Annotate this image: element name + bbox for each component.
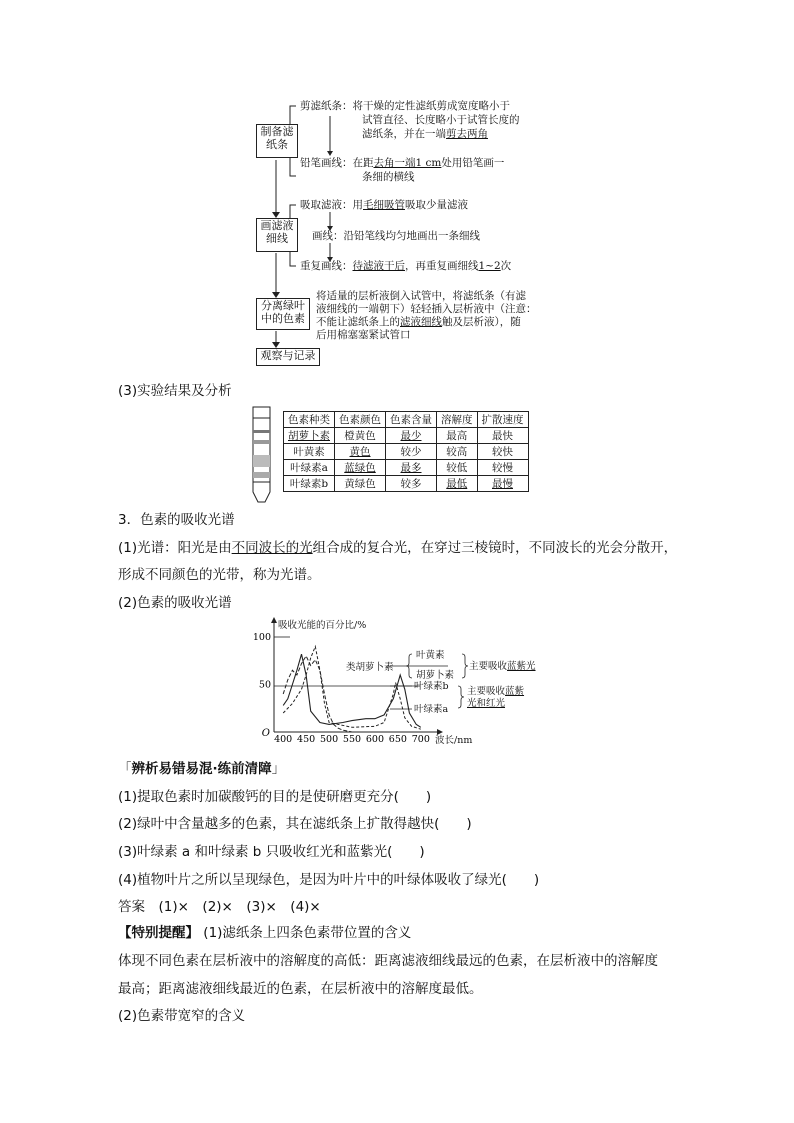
step-cut-line3: 滤纸条，并在一端剪去两角 [362, 128, 488, 140]
quiz-title: 「辨析易错易混·练前清障」 [118, 761, 286, 777]
tip-paragraph-line2: 最高；距离滤液细线最近的色素，在层析液中的溶解度最低。 [118, 981, 483, 997]
x-tick-label: 700 [411, 734, 430, 745]
step-separate-line1: 将适量的层析液倒入试管中，将滤纸条（有滤 [316, 290, 526, 302]
label-xanthophyll: 叶黄素 [416, 650, 445, 661]
step-pencil-line1: 铅笔画线：在距去角一端1 cm处用铅笔画一 [300, 157, 505, 169]
section-spectrum-heading: 3．色素的吸收光谱 [118, 512, 235, 528]
x-tick-label: 650 [388, 734, 407, 745]
y-tick-label: O [261, 728, 270, 739]
quiz-item-2: (2)绿叶中含量越多的色素，其在滤纸条上扩散得越快( ) [118, 816, 472, 832]
table-cell: 较高 [437, 444, 478, 460]
table-cell: 胡萝卜素 [284, 428, 335, 444]
label-chla: 叶绿素a [414, 704, 449, 715]
step-repeat: 重复画线：待滤液干后，再重复画细线1~2次 [300, 260, 512, 272]
table-header: 溶解度 [437, 412, 478, 428]
table-cell: 较低 [437, 460, 478, 476]
table-cell: 较多 [386, 476, 437, 492]
absorption-chart-svg [240, 614, 560, 749]
note2-brace [458, 686, 464, 708]
step-draw: 画线：沿铅笔线均匀地画出一条细线 [312, 230, 480, 242]
quiz-item-3: (3)叶绿素 a 和叶绿素 b 只吸收红光和蓝紫光( ) [118, 844, 425, 860]
absorption-chart [240, 614, 560, 749]
step-pencil-line2: 条细的横线 [362, 171, 415, 183]
x-tick-label: 450 [297, 734, 316, 745]
quiz-answer: 答案 (1)× (2)× (3)× (4)× [118, 899, 321, 915]
table-cell: 黄绿色 [335, 476, 386, 492]
note1-brace [462, 654, 468, 678]
table-header: 色素含量 [386, 412, 437, 428]
x-axis-label: 波长/nm [435, 735, 473, 746]
tip-heading-2: (2)色素带宽窄的含义 [118, 1008, 246, 1024]
spectrum-para-line2: 形成不同颜色的光带，称为光谱。 [118, 567, 321, 583]
table-cell: 橙黄色 [335, 428, 386, 444]
section-results-heading: (3)实验结果及分析 [118, 383, 232, 399]
table-cell: 黄色 [335, 444, 386, 460]
table-cell: 最多 [386, 460, 437, 476]
x-tick-label: 550 [342, 734, 362, 745]
quiz-item-4: (4)植物叶片之所以呈现绿色，是因为叶片中的叶绿体吸收了绿光( ) [118, 872, 540, 888]
table-cell: 较少 [386, 444, 437, 460]
tip-paragraph-line1: 体现不同色素在层析液中的溶解度的高低：距离滤液细线最远的色素，在层析液中的溶解度 [118, 953, 658, 969]
quiz-item-1: (1)提取色素时加碳酸钙的目的是使研磨更充分( ) [118, 789, 432, 805]
step-separate-line3: 不能让滤纸条上的滤液细线触及层析液），随 [316, 316, 521, 328]
table-cell: 较快 [477, 444, 528, 460]
step-separate-line2: 液细线的一端朝下）轻轻插入层析液中（注意： [316, 303, 537, 315]
table-cell: 叶绿素b [284, 476, 335, 492]
x-tick-label: 600 [365, 734, 385, 745]
y-tick-label: 50 [258, 679, 271, 691]
label-carotenoid: 类胡萝卜素 [346, 662, 394, 673]
flow-box-separate: 分离绿叶中的色素 [256, 298, 310, 330]
table-row [284, 476, 529, 492]
label-chlb: 叶绿素b [414, 681, 449, 692]
table-cell: 最低 [437, 476, 478, 492]
table-cell: 叶黄素 [284, 444, 335, 460]
y-tick-label: 100 [252, 632, 271, 643]
x-tick-label: 400 [274, 734, 293, 745]
x-tick-label: 500 [319, 734, 339, 745]
step-cut-line2: 试管直径、长度略小于试管长度的 [362, 114, 520, 126]
note-blue-red-line2: 光和红光 [467, 698, 506, 709]
chromatography-strip [248, 406, 278, 506]
flow-box-draw-line: 画滤液细线 [256, 218, 298, 252]
series-line-3 [283, 656, 352, 732]
table-row [284, 460, 529, 476]
note-blue-red-line1: 主要吸收蓝紫 [467, 686, 525, 697]
y-axis-label: 吸收光能的百分比/% [278, 620, 367, 631]
note-blue-violet: 主要吸收蓝紫光 [469, 661, 536, 672]
table-header: 色素种类 [284, 412, 335, 428]
table-cell: 叶绿素a [284, 460, 335, 476]
absorption-heading: (2)色素的吸收光谱 [118, 595, 232, 611]
step-cut-line1: 剪滤纸条：将干燥的定性滤纸剪成宽度略小于 [300, 100, 510, 112]
table-cell: 最少 [386, 428, 437, 444]
label-carotene: 胡萝卜素 [416, 670, 455, 681]
table-header: 色素颜色 [335, 412, 386, 428]
pigment-table [283, 411, 529, 492]
table-header-row [284, 412, 529, 428]
table-row [284, 428, 529, 444]
table-cell: 蓝绿色 [335, 460, 386, 476]
table-cell: 最快 [477, 428, 528, 444]
table-cell: 最慢 [477, 476, 528, 492]
table-row [284, 444, 529, 460]
step-absorb: 吸取滤液：用毛细吸管吸取少量滤液 [300, 199, 468, 211]
table-cell: 较慢 [477, 460, 528, 476]
table-header: 扩散速度 [477, 412, 528, 428]
tip-heading-1: 【特别提醒】 (1)滤纸条上四条色素带位置的含义 [118, 925, 412, 941]
flow-box-observe: 观察与记录 [256, 348, 320, 366]
table-cell: 最高 [437, 428, 478, 444]
flow-box-prepare: 制备滤纸条 [256, 124, 298, 158]
spectrum-para-line1: (1)光谱：阳光是由不同波长的光组合成的复合光，在穿过三棱镜时，不同波长的光会分散开， [118, 540, 678, 556]
step-separate-line4: 后用棉塞塞紧试管口 [316, 329, 411, 341]
